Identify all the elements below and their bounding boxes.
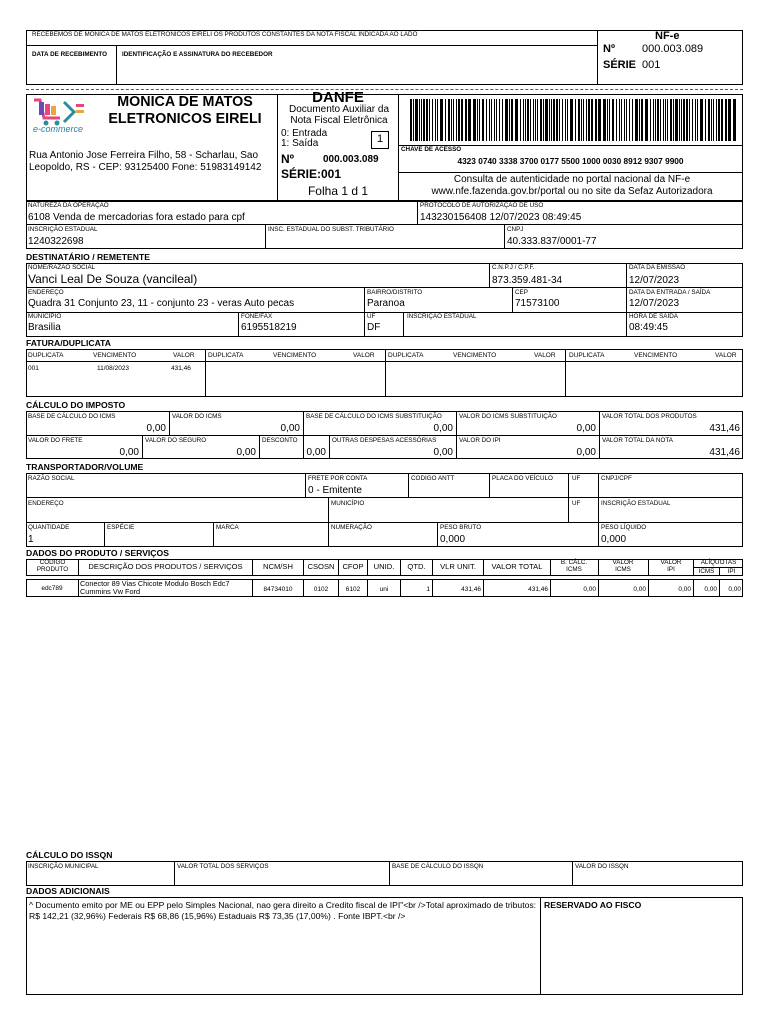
frete-label: VALOR DO FRETE bbox=[28, 437, 83, 444]
danfe-title: DANFE bbox=[312, 89, 364, 106]
data-recebimento-label: DATA DE RECEBIMENTO bbox=[32, 51, 107, 58]
item-a-icms: 0,00 bbox=[704, 586, 717, 593]
fat-valor-label-3: VALOR bbox=[534, 352, 556, 359]
item-unid: uni bbox=[379, 586, 389, 593]
imposto-section: CÁLCULO DO IMPOSTO bbox=[26, 400, 126, 410]
fatura-section: FATURA/DUPLICATA bbox=[26, 338, 111, 348]
dest-fone-label: FONE/FAX bbox=[241, 313, 273, 320]
transp-quant: 1 bbox=[28, 534, 34, 545]
total-prod-label: VALOR TOTAL DOS PRODUTOS bbox=[602, 413, 697, 420]
transp-endereco-label: ENDEREÇO bbox=[28, 500, 64, 507]
col-descricao: DESCRIÇÃO DOS PRODUTOS / SERVIÇOS bbox=[88, 562, 243, 571]
transportador-section: TRANSPORTADOR/VOLUME bbox=[26, 462, 144, 472]
fat-valor-label-2: VALOR bbox=[353, 352, 375, 359]
fat-dup-label-2: DUPLICATA bbox=[208, 352, 244, 359]
fat-venc-label-3: VENCIMENTO bbox=[453, 352, 497, 359]
danfe-serie: SÉRIE:001 bbox=[281, 167, 342, 181]
dest-cpf: 873.359.481-34 bbox=[492, 275, 563, 286]
col-aliquotas: ALÍQUOTAS bbox=[700, 559, 737, 566]
ipi: 0,00 bbox=[576, 447, 596, 458]
fat-valor-label-4: VALOR bbox=[715, 352, 737, 359]
fat-dup-label-1: DUPLICATA bbox=[28, 352, 64, 359]
dest-bairro-label: BAIRRO/DISTRITO bbox=[367, 289, 423, 296]
fat-venc-label-2: VENCIMENTO bbox=[273, 352, 317, 359]
icms-label: VALOR DO ICMS bbox=[172, 413, 222, 420]
transp-bruto: 0,000 bbox=[440, 534, 466, 545]
fat-valor: 431,46 bbox=[171, 365, 191, 372]
dest-entrada: 12/07/2023 bbox=[629, 298, 680, 309]
fat-duplicata: 001 bbox=[28, 365, 39, 372]
col-vtotal: VALOR TOTAL bbox=[491, 562, 543, 571]
total-nota-label: VALOR TOTAL DA NOTA bbox=[602, 437, 673, 444]
total-nota: 431,46 bbox=[709, 447, 740, 458]
transp-uf-label-2: UF bbox=[572, 500, 581, 507]
danfe-num-label: Nº bbox=[281, 152, 295, 166]
dest-nome: Vanci Leal De Souza (vancileal) bbox=[28, 272, 198, 286]
dest-nome-label: NOME/RAZÃO SOCIAL bbox=[28, 264, 96, 271]
col-v-ipi: VALOR IPI bbox=[660, 559, 682, 573]
adicionais-texto: ^ Documento emito por ME ou EPP pelo Simples Nacional, nao gera direito a Credito fiscal de IPI"<br />Total aproximado de tributos: R$ 142,21 (32,96%) Federais R$ 68,86 (15,96%) Estaduais R$ 73,35 (17,00%) . Fonte IBPT.<br /> bbox=[29, 900, 537, 921]
item-qtd: 1 bbox=[426, 586, 430, 593]
ie-st-label: INSC. ESTADUAL DO SUBST. TRIBUTÁRIO bbox=[268, 226, 394, 233]
canhoto-text: RECEBEMOS DE MONICA DE MATOS ELETRONICOS EIRELI OS PRODUTOS CONSTANTES DA NOTA FISCAL INDICADA AO LADO bbox=[32, 31, 418, 38]
logo-text: e-commerce bbox=[33, 124, 84, 134]
barcode bbox=[410, 99, 736, 141]
transp-liquido-label: PESO LÍQUIDO bbox=[601, 524, 647, 531]
dest-endereco: Quadra 31 Conjunto 23, 11 - conjunto 23 - veras Auto pecas bbox=[28, 298, 295, 309]
chave-label: CHAVE DE ACESSO bbox=[401, 146, 462, 153]
ipi-label: VALOR DO IPI bbox=[459, 437, 501, 444]
dest-entrada-label: DATA DA ENTRADA / SAÍDA bbox=[629, 289, 711, 296]
identificacao-recebedor-label: IDENTIFICAÇÃO E ASSINATURA DO RECEBEDOR bbox=[122, 51, 273, 58]
total-prod: 431,46 bbox=[709, 423, 740, 434]
emitente-cnpj-value: 40.333.837/0001-77 bbox=[507, 236, 597, 247]
protocolo-value: 143230156408 12/07/2023 08:49:45 bbox=[420, 212, 582, 223]
danfe-numero: 000.003.089 bbox=[323, 154, 379, 165]
bc-icms-label: BASE DE CÁLCULO DO ICMS bbox=[28, 413, 116, 420]
item-descricao: Conector 89 Vias Chicote Modulo Bosch Edc7 Cummins Vw Ford bbox=[80, 579, 230, 596]
frete: 0,00 bbox=[119, 447, 139, 458]
emitente-ie-value: 1240322698 bbox=[28, 236, 84, 247]
chave-value: 4323 0740 3338 3700 0177 5500 1000 0030 8912 9307 9900 bbox=[457, 156, 684, 166]
col-vunit: VLR UNIT. bbox=[440, 562, 476, 571]
dest-fone: 6195518219 bbox=[241, 322, 297, 333]
transp-cnpj-label: CNPJ/CPF bbox=[601, 475, 632, 482]
transp-numeracao-label: NUMERAÇÃO bbox=[331, 524, 372, 531]
col-unid: UNID. bbox=[373, 562, 395, 571]
canhoto-serie-label: SÉRIE bbox=[603, 59, 637, 71]
dest-municipio-label: MUNICÍPIO bbox=[28, 313, 62, 320]
dest-cep-label: CEP bbox=[515, 289, 528, 296]
transp-antt-label: CODIGO ANTT bbox=[411, 475, 455, 482]
item-ncm: 84734010 bbox=[263, 586, 293, 593]
bc-st-label: BASE DE CÁLCULO DO ICMS SUBSTITUIÇÃO bbox=[306, 413, 442, 420]
desconto: 0,00 bbox=[306, 447, 326, 458]
emitente-cnpj-label: CNPJ bbox=[507, 226, 524, 233]
item-bc-icms: 0,00 bbox=[583, 586, 596, 593]
dest-cpf-label: C.N.P.J / C.P.F. bbox=[492, 264, 535, 271]
col-csosn: CSOSN bbox=[307, 562, 335, 571]
reservado-fisco: RESERVADO AO FISCO bbox=[544, 900, 642, 910]
fat-venc-label-1: VENCIMENTO bbox=[93, 352, 137, 359]
dest-municipio: Brasilia bbox=[28, 322, 61, 333]
canhoto-nfe: NF-e bbox=[655, 30, 680, 42]
danfe-entrada: 0: Entrada bbox=[281, 128, 328, 139]
item-codigo: edc789 bbox=[41, 585, 63, 592]
danfe-folha: Folha 1 d 1 bbox=[307, 184, 369, 198]
bc-icms: 0,00 bbox=[146, 423, 166, 434]
transp-placa-label: PLACA DO VEÍCULO bbox=[492, 475, 553, 482]
col-v-icms: VALOR ICMS bbox=[612, 559, 634, 573]
dest-uf-label: UF bbox=[367, 313, 376, 320]
dest-hora: 08:49:45 bbox=[629, 322, 668, 333]
item-cfop: 6102 bbox=[345, 586, 361, 593]
col-aliq-icms: ICMS bbox=[698, 568, 715, 575]
col-qtd: QTD. bbox=[407, 562, 426, 571]
dest-hora-label: HORA DE SAÍDA bbox=[629, 313, 678, 320]
danfe-subtitle: Documento Auxiliar da Nota Fiscal Eletrônica bbox=[288, 104, 390, 126]
transp-uf-label: UF bbox=[572, 475, 581, 482]
seguro-label: VALOR DO SEGURO bbox=[145, 437, 207, 444]
chave-consulta: Consulta de autenticidade no portal nacional da NF-e www.nfe.fazenda.gov.br/portal ou no site da Sefaz Autorizadora bbox=[431, 174, 713, 197]
canhoto-numero: 000.003.089 bbox=[642, 43, 704, 55]
seguro: 0,00 bbox=[236, 447, 256, 458]
col-ncm: NCM/SH bbox=[263, 562, 293, 571]
item-v-icms: 0,00 bbox=[633, 586, 646, 593]
issqn-valor-label: VALOR DO ISSQN bbox=[575, 863, 629, 870]
transp-razao-label: RAZÃO SOCIAL bbox=[28, 475, 75, 482]
issqn-bc-label: BASE DE CÁLCULO DO ISSQN bbox=[392, 863, 484, 870]
adicionais-section: DADOS ADICIONAIS bbox=[26, 886, 110, 896]
item-csosn: 0102 bbox=[313, 586, 329, 593]
natureza-value: 6108 Venda de mercadorias fora estado para cpf bbox=[28, 212, 245, 223]
transp-marca-label: MARCA bbox=[216, 524, 239, 531]
protocolo-label: PROTOCOLO DE AUTORIZAÇÃO DE USO bbox=[420, 202, 544, 209]
dest-endereco-label: ENDEREÇO bbox=[28, 289, 64, 296]
issqn-im-label: INSCRIÇÃO MUNICIPAL bbox=[28, 863, 99, 870]
transp-quant-label: QUANTIDADE bbox=[28, 524, 70, 531]
emitente-endereco: Rua Antonio Jose Ferreira Filho, 58 - Scharlau, Sao Leopoldo, RS - CEP: 93125400 Fone: 51983149142 bbox=[29, 150, 262, 173]
fat-dup-label-3: DUPLICATA bbox=[388, 352, 424, 359]
issqn-block bbox=[26, 861, 743, 886]
destinatario-section: DESTINATÁRIO / REMETENTE bbox=[26, 252, 150, 262]
transp-municipio-label: MUNICÍPIO bbox=[331, 500, 365, 507]
outras-label: OUTRAS DESPESAS ACESSÓRIAS bbox=[332, 437, 437, 444]
icms-st: 0,00 bbox=[576, 423, 596, 434]
icms-st-label: VALOR DO ICMS SUBSTITUIÇÃO bbox=[459, 413, 557, 420]
natureza-label: NATUREZA DA OPERAÇÃO bbox=[28, 202, 109, 209]
transp-frete: 0 - Emitente bbox=[308, 485, 362, 496]
canhoto-serie: 001 bbox=[642, 59, 661, 71]
item-a-ipi: 0,00 bbox=[728, 586, 741, 593]
col-aliq-ipi: IPI bbox=[727, 568, 736, 575]
dest-uf: DF bbox=[367, 322, 381, 333]
fat-vencimento: 11/08/2023 bbox=[97, 365, 130, 372]
fat-venc-label-4: VENCIMENTO bbox=[634, 352, 678, 359]
dest-emissao: 12/07/2023 bbox=[629, 275, 680, 286]
transp-liquido: 0,000 bbox=[601, 534, 627, 545]
barcode-icon bbox=[410, 99, 736, 141]
item-vtotal: 431,46 bbox=[528, 586, 548, 593]
fat-dup-label-4: DUPLICATA bbox=[569, 352, 605, 359]
bc-st: 0,00 bbox=[433, 423, 453, 434]
dest-bairro: Paranoa bbox=[367, 298, 405, 309]
transp-ie-label: INSCRIÇÃO ESTADUAL bbox=[601, 500, 671, 507]
col-cfop: CFOP bbox=[342, 562, 364, 571]
transp-especie-label: ESPÉCIE bbox=[107, 524, 135, 531]
col-bc-icms: B. CÁLC. ICMS bbox=[560, 559, 588, 573]
emitente-ie-label: INSCRIÇÃO ESTADUAL bbox=[28, 226, 98, 233]
transp-bruto-label: PESO BRUTO bbox=[440, 524, 482, 531]
dest-cep: 71573100 bbox=[515, 298, 560, 309]
danfe-tipo: 1 bbox=[376, 133, 384, 145]
transp-frete-label: FRETE POR CONTA bbox=[308, 475, 368, 482]
icms: 0,00 bbox=[280, 423, 300, 434]
transportador-block bbox=[26, 473, 743, 547]
issqn-total-serv-label: VALOR TOTAL DOS SERVIÇOS bbox=[177, 863, 269, 870]
danfe-saida: 1: Saída bbox=[281, 138, 319, 149]
dest-ie-label: INSCRIÇÃO ESTADUAL bbox=[407, 313, 477, 320]
desconto-label: DESCONTO bbox=[262, 437, 298, 444]
produtos-section: DADOS DO PRODUTO / SERVIÇOS bbox=[26, 548, 169, 558]
item-v-ipi: 0,00 bbox=[678, 586, 691, 593]
outras: 0,00 bbox=[433, 447, 453, 458]
canhoto-num-label: Nº bbox=[603, 43, 615, 55]
item-vunit: 431,46 bbox=[461, 586, 481, 593]
col-codigo: CÓDIGO PRODUTO bbox=[36, 559, 69, 573]
fat-valor-label-1: VALOR bbox=[173, 352, 195, 359]
issqn-section: CÁLCULO DO ISSQN bbox=[26, 850, 113, 860]
dest-emissao-label: DATA DA EMISSÃO bbox=[629, 264, 686, 271]
emitente-nome: MONICA DE MATOS ELETRONICOS EIRELI bbox=[108, 94, 262, 127]
